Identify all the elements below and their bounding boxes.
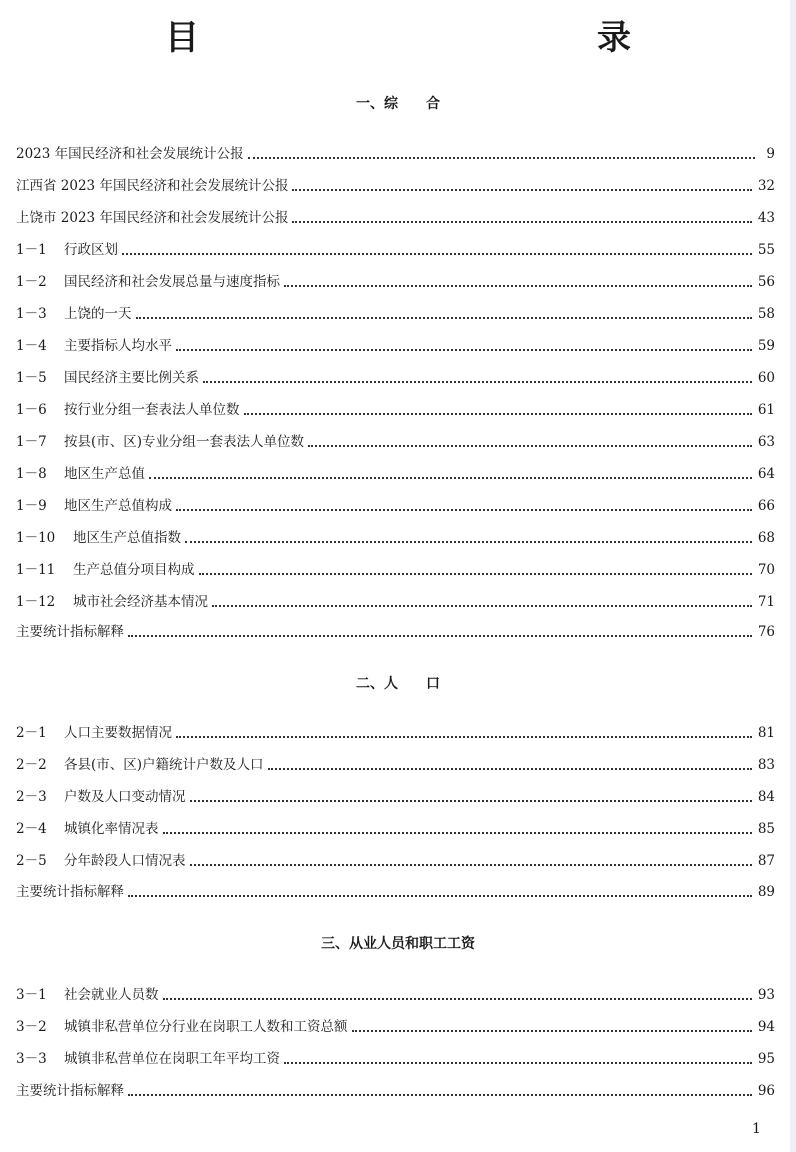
toc-entry-label: 地区生产总值 <box>64 466 145 482</box>
dot-leader <box>284 1062 752 1064</box>
toc-entry-page: 68 <box>757 530 775 546</box>
toc-entry-code: 1－10 <box>16 530 56 546</box>
toc-entry[interactable] <box>16 176 775 196</box>
toc-entry[interactable] <box>16 432 775 452</box>
dot-leader <box>163 832 752 834</box>
dot-leader <box>128 635 752 637</box>
toc-entry-page: 71 <box>757 594 775 610</box>
toc-entry[interactable] <box>16 208 775 228</box>
dot-leader <box>244 413 752 415</box>
toc-entry[interactable] <box>16 496 775 516</box>
toc-entry-label: 行政区划 <box>64 242 118 258</box>
toc-entry-code: 1－2 <box>16 274 47 290</box>
toc-entry[interactable] <box>16 1081 775 1101</box>
toc-entry-code: 2－4 <box>16 821 47 837</box>
toc-entry-code: 2－1 <box>16 725 47 741</box>
toc-entry-label: 江西省 2023 年国民经济和社会发展统计公报 <box>16 178 289 194</box>
page-title: 目 录 <box>165 18 741 58</box>
toc-entry-label: 城镇化率情况表 <box>64 821 159 837</box>
section-heading-general: 一、综 合 <box>356 96 440 112</box>
toc-entry[interactable] <box>16 304 775 324</box>
dot-leader <box>190 800 752 802</box>
toc-entry[interactable] <box>16 1049 775 1069</box>
toc-entry-label: 分年龄段人口情况表 <box>64 853 186 869</box>
toc-entry-page: 70 <box>757 562 775 578</box>
toc-entry-code: 2－5 <box>16 853 47 869</box>
toc-entry-page: 60 <box>757 370 775 386</box>
dot-leader <box>308 445 752 447</box>
toc-entry-page: 55 <box>757 242 775 258</box>
toc-entry-page: 94 <box>757 1019 775 1035</box>
toc-entry-label: 户数及人口变动情况 <box>64 789 186 805</box>
dot-leader <box>149 477 752 479</box>
dot-leader <box>128 1094 752 1096</box>
section-heading-population: 二、人 口 <box>356 676 440 692</box>
toc-entry-label: 主要指标人均水平 <box>64 338 172 354</box>
dot-leader <box>284 285 752 287</box>
dot-leader <box>203 381 752 383</box>
toc-entry-label: 上饶的一天 <box>64 306 132 322</box>
page-number: 1 <box>752 1121 761 1137</box>
toc-entry-code: 3－2 <box>16 1019 47 1035</box>
dot-leader <box>199 573 752 575</box>
dot-leader <box>136 317 752 319</box>
toc-entry-label: 各县(市、区)户籍统计户数及人口 <box>64 757 264 773</box>
toc-entry-label: 社会就业人员数 <box>64 987 159 1003</box>
toc-entry-label: 城镇非私营单位在岗职工年平均工资 <box>64 1051 280 1067</box>
toc-entry[interactable] <box>16 622 775 642</box>
toc-entry[interactable] <box>16 851 775 871</box>
toc-entry[interactable] <box>16 336 775 356</box>
toc-entry-page: 43 <box>757 210 775 226</box>
toc-entry-code: 1－7 <box>16 434 47 450</box>
dot-leader <box>190 864 752 866</box>
toc-entry-code: 1－1 <box>16 242 47 258</box>
dot-leader <box>248 157 755 159</box>
toc-entry-page: 93 <box>757 987 775 1003</box>
toc-entry-code: 3－3 <box>16 1051 47 1067</box>
toc-entry-label: 地区生产总值指数 <box>73 530 181 546</box>
toc-entry-code: 1－11 <box>16 562 56 578</box>
toc-entry[interactable] <box>16 723 775 743</box>
dot-leader <box>352 1030 752 1032</box>
toc-entry-code: 2－3 <box>16 789 47 805</box>
toc-entry-code: 1－6 <box>16 402 47 418</box>
toc-entry-label: 主要统计指标解释 <box>16 624 124 640</box>
toc-entry-code: 1－4 <box>16 338 47 354</box>
toc-entry-code: 1－3 <box>16 306 47 322</box>
toc-entry[interactable] <box>16 787 775 807</box>
toc-entry[interactable] <box>16 464 775 484</box>
toc-entry-code: 3－1 <box>16 987 47 1003</box>
toc-entry-label: 生产总值分项目构成 <box>73 562 195 578</box>
toc-entry-page: 96 <box>757 1083 775 1099</box>
toc-entry-label: 主要统计指标解释 <box>16 1083 124 1099</box>
dot-leader <box>268 768 752 770</box>
toc-entry-page: 63 <box>757 434 775 450</box>
toc-entry-page: 76 <box>757 624 775 640</box>
toc-entry-page: 56 <box>757 274 775 290</box>
toc-entry-page: 87 <box>757 853 775 869</box>
toc-entry[interactable] <box>16 560 775 580</box>
dot-leader <box>176 349 752 351</box>
toc-entry-page: 61 <box>757 402 775 418</box>
dot-leader <box>185 541 752 543</box>
dot-leader <box>176 736 752 738</box>
dot-leader <box>292 221 751 223</box>
toc-entry-code: 1－8 <box>16 466 47 482</box>
toc-entry-page: 58 <box>757 306 775 322</box>
toc-entry-page: 59 <box>757 338 775 354</box>
toc-entry-label: 国民经济主要比例关系 <box>64 370 199 386</box>
toc-entry-code: 1－9 <box>16 498 47 514</box>
toc-entry-page: 89 <box>757 884 775 900</box>
toc-entry[interactable] <box>16 592 775 612</box>
toc-entry-page: 84 <box>757 789 775 805</box>
toc-entry-page: 81 <box>757 725 775 741</box>
dot-leader <box>292 189 751 191</box>
toc-entry-page: 66 <box>757 498 775 514</box>
toc-entry[interactable] <box>16 985 775 1005</box>
toc-entry-page: 83 <box>757 757 775 773</box>
toc-entry[interactable] <box>16 240 775 260</box>
toc-entry[interactable] <box>16 755 775 775</box>
toc-entry-page: 9 <box>766 146 775 162</box>
dot-leader <box>163 998 752 1000</box>
toc-entry-label: 国民经济和社会发展总量与速度指标 <box>64 274 280 290</box>
dot-leader <box>128 895 752 897</box>
toc-entry-page: 95 <box>757 1051 775 1067</box>
toc-entry[interactable] <box>16 400 775 420</box>
toc-entry-label: 地区生产总值构成 <box>64 498 172 514</box>
dot-leader <box>122 253 752 255</box>
toc-entry[interactable] <box>16 528 775 548</box>
toc-entry-label: 人口主要数据情况 <box>64 725 172 741</box>
dot-leader <box>212 605 752 607</box>
toc-entry-code: 1－5 <box>16 370 47 386</box>
toc-entry[interactable] <box>16 144 775 164</box>
toc-entry-label: 按行业分组一套表法人单位数 <box>64 402 240 418</box>
page-edge <box>790 0 796 1152</box>
toc-entry-label: 城镇非私营单位分行业在岗职工人数和工资总额 <box>64 1019 348 1035</box>
toc-entry[interactable] <box>16 272 775 292</box>
toc-entry-label: 按县(市、区)专业分组一套表法人单位数 <box>64 434 305 450</box>
toc-entry-label: 2023 年国民经济和社会发展统计公报 <box>16 146 244 162</box>
section-heading-employment: 三、从业人员和职工工资 <box>321 936 475 952</box>
toc-entry-code: 1－12 <box>16 594 56 610</box>
toc-entry[interactable] <box>16 1017 775 1037</box>
toc-entry[interactable] <box>16 368 775 388</box>
toc-entry-label: 城市社会经济基本情况 <box>73 594 208 610</box>
dot-leader <box>176 509 752 511</box>
toc-entry[interactable] <box>16 819 775 839</box>
toc-entry-label: 上饶市 2023 年国民经济和社会发展统计公报 <box>16 210 289 226</box>
toc-entry-page: 85 <box>757 821 775 837</box>
toc-entry[interactable] <box>16 882 775 902</box>
toc-entry-label: 主要统计指标解释 <box>16 884 124 900</box>
toc-entry-code: 2－2 <box>16 757 47 773</box>
toc-entry-page: 64 <box>757 466 775 482</box>
toc-entry-page: 32 <box>757 178 775 194</box>
